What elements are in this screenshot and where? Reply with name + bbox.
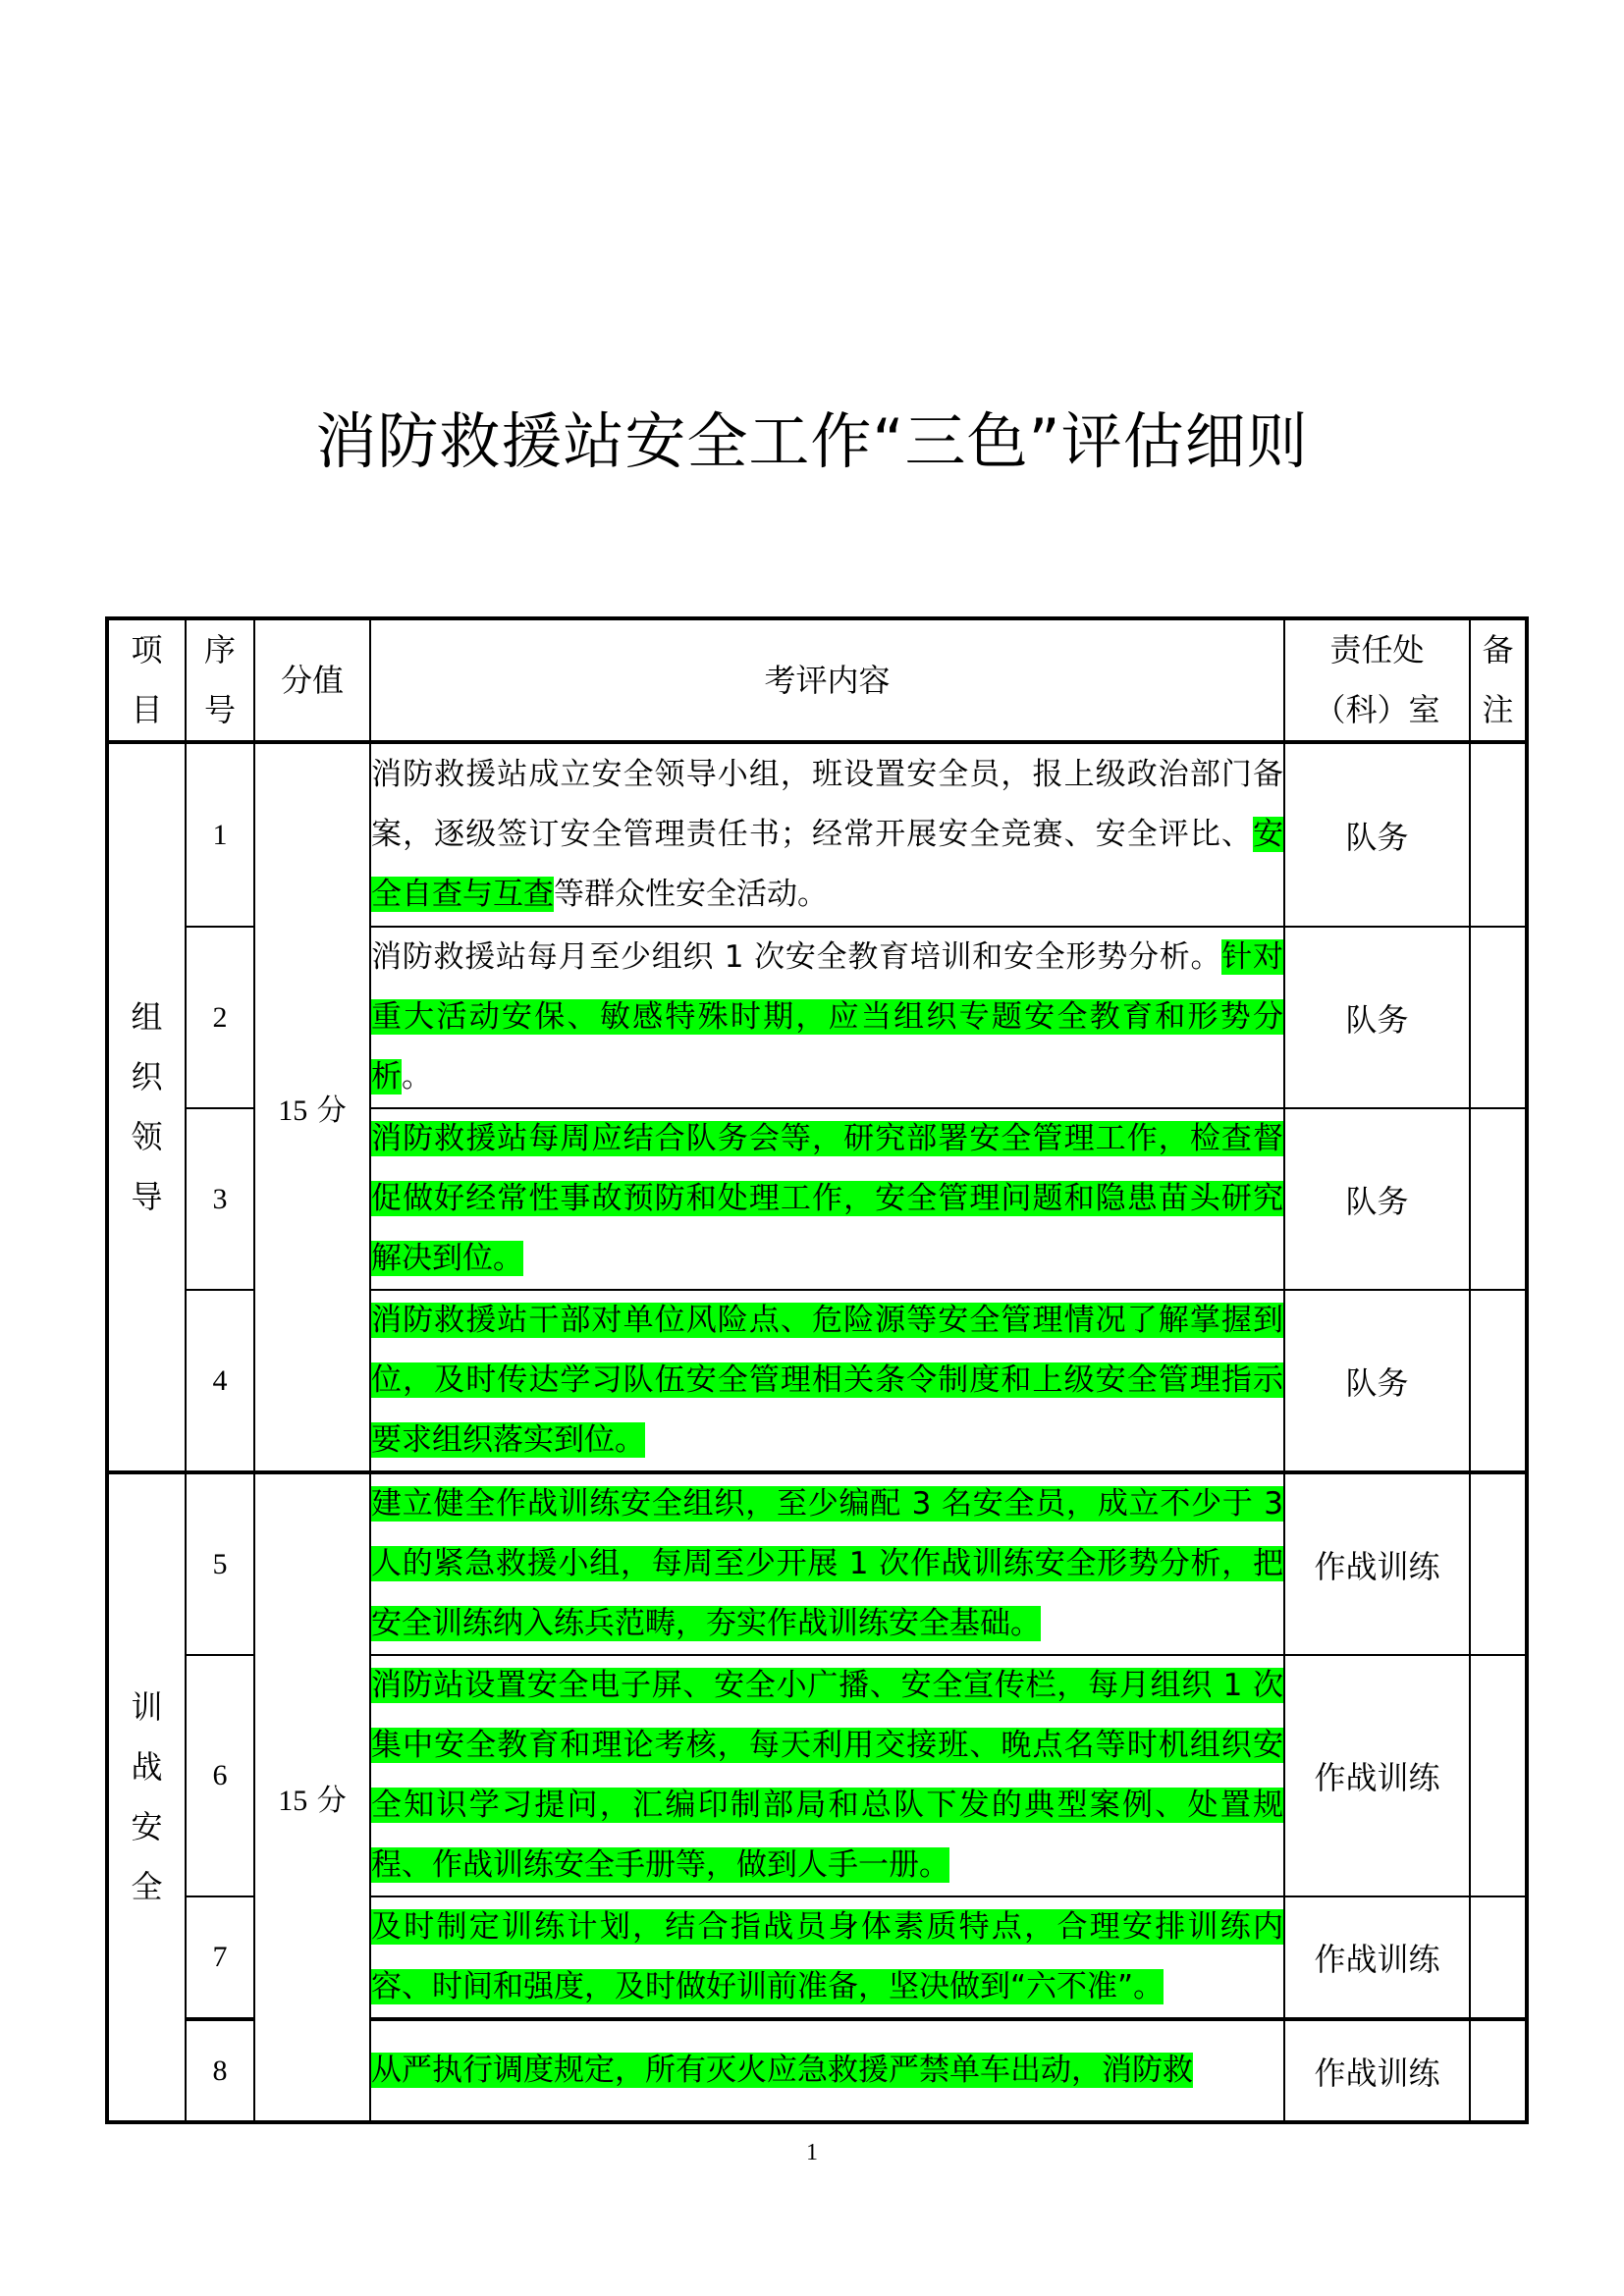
header-dept — [1284, 618, 1470, 742]
content-highlight: 从严执行调度规定，所有灭火应急救援严禁单车出动，消防救 — [371, 2053, 1193, 2088]
content-text: 消防救援站每月至少组织 1 次安全教育培训和安全形势分析。 — [371, 939, 1222, 975]
seq-cell: 2 — [186, 927, 254, 1108]
header-seq-line1: 序 — [203, 631, 236, 668]
content-text: 。 — [402, 1059, 432, 1095]
content-cell — [370, 927, 1284, 1108]
note-cell — [1470, 927, 1527, 1108]
content-highlight: 消防救援站干部对单位风险点、危险源等安全管理情况了解掌握到位，及时传达学习队伍安全管理相关条令制度和上级安全管理指示要求组织落实到位。 — [371, 1303, 1283, 1458]
header-score: 分值 — [254, 618, 370, 742]
seq-cell: 7 — [186, 1896, 254, 2019]
dept-cell: 队务 — [1284, 1290, 1470, 1472]
note-cell — [1470, 2019, 1527, 2122]
content-cell — [370, 1108, 1284, 1290]
header-note — [1470, 618, 1527, 742]
header-category-line1: 项 — [131, 631, 163, 668]
score-value: 15 — [278, 1095, 308, 1127]
content-highlight: 建立健全作战训练安全组织，至少编配 3 名安全员，成立不少于 3 人的紧急救援小组，每周至少开展 1 次作战训练安全形势分析，把安全训练纳入练兵范畴，夯实作战训练安全基础。 — [371, 1486, 1283, 1641]
score-cell — [254, 742, 370, 1472]
content-cell — [370, 1290, 1284, 1472]
content-cell — [370, 742, 1284, 927]
seq-cell: 1 — [186, 742, 254, 927]
dept-cell: 作战训练 — [1284, 1472, 1470, 1655]
header-category-line2: 目 — [131, 691, 163, 728]
dept-cell: 作战训练 — [1284, 1655, 1470, 1896]
note-cell — [1470, 742, 1527, 927]
content-text: 等群众性安全活动。 — [554, 877, 828, 912]
score-unit: 分 — [316, 1094, 347, 1128]
dept-cell: 作战训练 — [1284, 2019, 1470, 2122]
note-cell — [1470, 1290, 1527, 1472]
content-highlight: 消防救援站每周应结合队务会等，研究部署安全管理工作，检查督促做好经常性事故预防和处理工作，安全管理问题和隐患苗头研究解决到位。 — [371, 1121, 1283, 1276]
seq-cell: 3 — [186, 1108, 254, 1290]
table-row — [107, 742, 1527, 927]
seq-cell: 5 — [186, 1472, 254, 1655]
page-number: 1 — [806, 2140, 818, 2165]
header-seq-line2: 号 — [203, 691, 236, 728]
category-cell — [107, 1472, 186, 2122]
dept-cell: 队务 — [1284, 927, 1470, 1108]
header-category — [107, 618, 186, 742]
score-cell — [254, 1472, 370, 2122]
dept-cell: 作战训练 — [1284, 1896, 1470, 2019]
header-dept-line2: （科）室 — [1314, 691, 1440, 728]
score-value: 15 — [278, 1785, 308, 1817]
content-cell — [370, 2019, 1284, 2122]
category-label: 组织领导 — [131, 998, 163, 1215]
header-note-line2: 注 — [1482, 691, 1514, 728]
score-unit: 分 — [316, 1784, 347, 1818]
note-cell — [1470, 1655, 1527, 1896]
note-cell — [1470, 1896, 1527, 2019]
header-dept-line1: 责任处 — [1329, 631, 1425, 668]
content-text: 消防救援站成立安全领导小组，班设置安全员，报上级政治部门备案，逐级签订安全管理责任书；经常开展安全竞赛、安全评比、 — [371, 757, 1283, 852]
content-highlight: 安全自查与互查 — [371, 817, 1283, 912]
seq-cell: 6 — [186, 1655, 254, 1896]
dept-cell: 队务 — [1284, 1108, 1470, 1290]
content-highlight: 消防站设置安全电子屏、安全小广播、安全宣传栏，每月组织 1 次集中安全教育和理论考核，每天利用交接班、晚点名等时机组织安全知识学习提问，汇编印制部局和总队下发的典型案例、处置规程、作战训练安全手册等，做到人手一册。 — [371, 1668, 1283, 1883]
header-note-line1: 备 — [1482, 631, 1514, 668]
content-cell — [370, 1655, 1284, 1896]
content-cell — [370, 1472, 1284, 1655]
evaluation-table — [105, 616, 1529, 2124]
dept-cell: 队务 — [1284, 742, 1470, 927]
header-seq — [186, 618, 254, 742]
seq-cell: 4 — [186, 1290, 254, 1472]
document-title: 消防救援站安全工作“三色”评估细则 — [315, 405, 1309, 477]
note-cell — [1470, 1108, 1527, 1290]
note-cell — [1470, 1472, 1527, 1655]
seq-cell: 8 — [186, 2019, 254, 2122]
header-row — [107, 618, 1527, 742]
table-row — [107, 1472, 1527, 1655]
header-content: 考评内容 — [370, 618, 1284, 742]
category-cell — [107, 742, 186, 1472]
category-label: 训战安全 — [131, 1688, 163, 1905]
content-highlight: 及时制定训练计划，结合指战员身体素质特点，合理安排训练内容、时间和强度，及时做好训前准备，坚决做到“六不准”。 — [371, 1909, 1283, 2004]
content-highlight: 针对重大活动安保、敏感特殊时期，应当组织专题安全教育和形势分析 — [371, 939, 1283, 1095]
content-cell — [370, 1896, 1284, 2019]
